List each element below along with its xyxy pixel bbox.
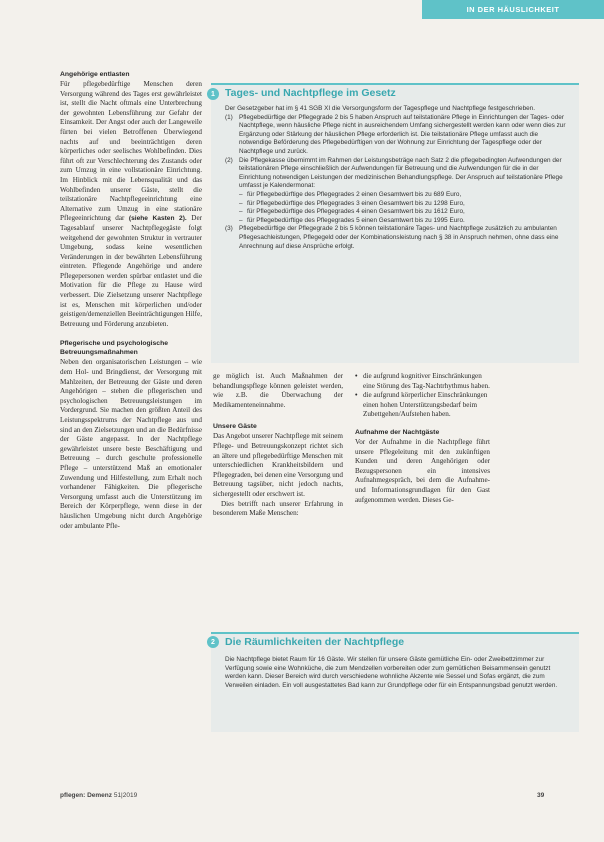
footer-journal	[60, 792, 137, 799]
amount-item: – für Pflegebedürftige des Pflegegrades 5 einen Gesamtwert bis zu 1995 Euro.	[239, 216, 465, 224]
box-reference: (siehe Kasten 2).	[128, 215, 187, 223]
journal-name: pflegen: Demenz	[60, 792, 113, 799]
box-intro: Der Gesetzgeber hat im § 41 SGB XI die Versorgungsform der Tagespflege und Nachtpflege festgeschrieben.	[225, 105, 536, 112]
heading-gaeste: Unsere Gäste	[213, 423, 257, 431]
box-paragraph: Die Nachtpflege bietet Raum für 16 Gäste. Wir stellen für unsere Gäste gemütliche Ein- oder Zweibettzimmer zur Verfügung sowie eine Wohnküche, die zum Mendzellen vorbereiten oder zum gemütlichen Beisammensein genutzt werden kann. Dieser Bereich wird durch verschiedene wohnliche Akzente wie Sessel und Sofas ergänzt, die zum Verweilen einladen. Ein voll ausgestattetes Bad kann zur Grundpflege oder für ein Entspannungsbad genutzt werden.	[225, 656, 558, 689]
law-item: (3) Pflegebedürftige der Pflegegrade 2 bis 5 können teilstationäre Tages- und Nachtpflege zusätzlich zu ambulanten Pflegesachleistungen, Pflegegeld oder der Kombinationsleistung nach § 38 in Anspruch nehmen, ohne dass eine Anrechnung auf diese Ansprüche erfolgt.	[225, 225, 559, 250]
paragraph: Für pflegebedürftige Menschen deren Versorgung während des Tages erst gewährleistet ist, stellt die Nacht oftmals eine Unterbrechung der gewohnten Lebensführung zur Gefahr der Einsamkeit. Der Angst oder auch der Langeweile fürten bei vielen Betroffenen Überwiegend nachts auf und beeinträchtigen deren körperliches oder seelisches Wohlbefinden. Dies führt oft zur Verschlechterung des Zustands oder zum Umzug in eine vollstationäre Einrichtung. Im Hinblick mit die Lebensqualität und das Wohlbefinden unserer Gäste, stellt die teilstationäre Nachtpflegeeinrichtung eine Alternative zum Umzug in eine stationäre Pflegeeinrichtung dar (siehe Kasten 2). Der Tagesablauf unserer Nachtpflegegäste folgt weitgehend der gewohnten Struktur in vertrauter Umgebung, sodass keine wesentlichen Veränderungen in der bewährten Lebensführung eintreten. Pflegende Angehörige und andere Pflegepersonen werden spürbar entlastet und die Motivation für die Pflege zu Hause wird verbessert. Die Zielsetzung unserer Nachtpflege ist es, Menschen mit körperlichen und/oder geistigen/demenziellen Beeinträchtigungen Hilfe, Betreuung und Förderung anzubieten.	[60, 80, 202, 328]
box-body	[225, 105, 569, 251]
info-box-rooms	[211, 632, 579, 732]
law-item: (2) Die Pflegekasse übernimmt im Rahmen der Leistungsbeträge nach Satz 2 die pflegebedingten Aufwendungen der teilstationären Pflege einschließlich der Aufwendungen für Betreuung und die Aufwendungen für die in der Einrichtung notwendigen Leistungen der medizinischen Behandlungspflege. Der Anspruch auf teilstationäre Pflege umfasst je Kalendermonat:	[225, 156, 563, 190]
left-column	[60, 70, 202, 531]
paragraph: Dies betrifft nach unserer Erfahrung in besonderem Maße Menschen:	[213, 499, 343, 518]
heading-angehoerige: Angehörige entlasten	[60, 71, 130, 78]
list-item: • die aufgrund körperlicher Einschränkungen einen hohen Unterstützungsbedarf beim Zubettgehen/Aufstehen haben.	[355, 391, 488, 419]
amount-item: – für Pflegebedürftige des Pflegegrades 3 einen Gesamtwert bis zu 1298 Euro,	[239, 199, 465, 207]
page-number: 39	[537, 792, 545, 799]
paragraph: Das Angebot unserer Nachtpflege mit seinem Pflege- und Betreuungskonzept richtet sich an ältere und pflegebedürftige Menschen mit unterschiedlichen Krankheitsbildern und Pflegegraden, bei denen eine Versorgung und Betreuung tagsüber, nicht jedoch nachts, sichergestellt oder erschwert ist.	[213, 432, 343, 498]
paragraph: ge möglich ist. Auch Maßnahmen der behandlungspflege können geleistet werden, wie z.B. die Überwachung der Medikamenteneinnahme.	[213, 372, 343, 409]
section-tab-label: IN DER HÄUSLICHKEIT	[466, 5, 560, 14]
amount-item: – für Pflegebedürftige des Pflegegrades 2 einen Gesamtwert bis zu 689 Euro,	[239, 190, 462, 198]
right-column	[355, 372, 490, 505]
heading-betreuung: Pflegerische und psychologische Betreuungsmaßnahmen	[60, 340, 169, 357]
issue-number: 51|2019	[113, 792, 138, 799]
law-item: (1) Pflegebedürftige der Pflegegrade 2 bis 5 haben Anspruch auf teilstationäre Pflege in Einrichtungen der Tages- oder Nachtpflege, wenn häusliche Pflege nicht in ausreichendem Umfang sichergestellt werden kann oder wenn dies zur Ergänzung oder Stärkung der häuslichen Pflege erforderlich ist. Die teilstationäre Pflege umfasst auch die notwendige Beförderung des Pflegebedürftigen von der Wohnung zur Einrichtung der Tagespflege oder der Nachtpflege und zurück.	[225, 113, 566, 155]
heading-aufnahme: Aufnahme der Nachtgäste	[355, 428, 440, 436]
list-item: • die aufgrund kognitiver Einschränkungen eine Störung des Tag-Nachtrhythmus haben.	[355, 372, 490, 390]
section-tab	[422, 0, 604, 19]
middle-column	[213, 372, 343, 519]
amount-item: – für Pflegebedürftige des Pflegegrades 4 einen Gesamtwert bis zu 1612 Euro,	[239, 208, 465, 216]
box-number-badge: 1	[207, 88, 219, 100]
box-number-badge: 2	[207, 636, 219, 648]
info-box-law	[211, 83, 579, 363]
box-title: Die Räumlichkeiten der Nachtpflege	[225, 636, 405, 648]
box-body	[225, 656, 569, 690]
paragraph: Vor der Aufnahme in die Nachtpflege führt unsere Pflegeleitung mit den zukünftigen Kunden und deren Angehörigen oder Bezugspersonen ein intensives Aufnahmegespräch, bei dem die Aufnahme- und Informationsgrundlagen für den Gast aufgenommen werden. Dieses Ge-	[355, 437, 490, 504]
paragraph: Neben den organisatorischen Leistungen – wie dem Hol- und Bringdienst, der Versorgung mit Mahlzeiten, der Betreuung der Gäste und deren Angehörigen – stehen die pflegerischen und psychologischen Betreuungsleistungen im Vordergrund. Sie machen den größten Anteil des Leistungsspektrums der Nachtpflege aus und sind an den Zielsetzungen und an die Bedürfnisse der Gäste angepasst. In der Nachtpflege gewährleistet unsere beste Beschäftigung und Betreuung – durch geschulte professionelle Pflege – unterstützend Maß an emotionaler Zuwendung und Hilfestellung, zum Erhalt noch vorhandener Fähigkeiten. Die pflegerische Versorgung umfasst auch die Unterstützung im Bereich der Körperpflege, wenn diese in der häuslichen Umgebung nicht durch Angehörige oder ambulante Pfle-	[60, 358, 202, 530]
box-title: Tages- und Nachtpflege im Gesetz	[225, 87, 396, 99]
